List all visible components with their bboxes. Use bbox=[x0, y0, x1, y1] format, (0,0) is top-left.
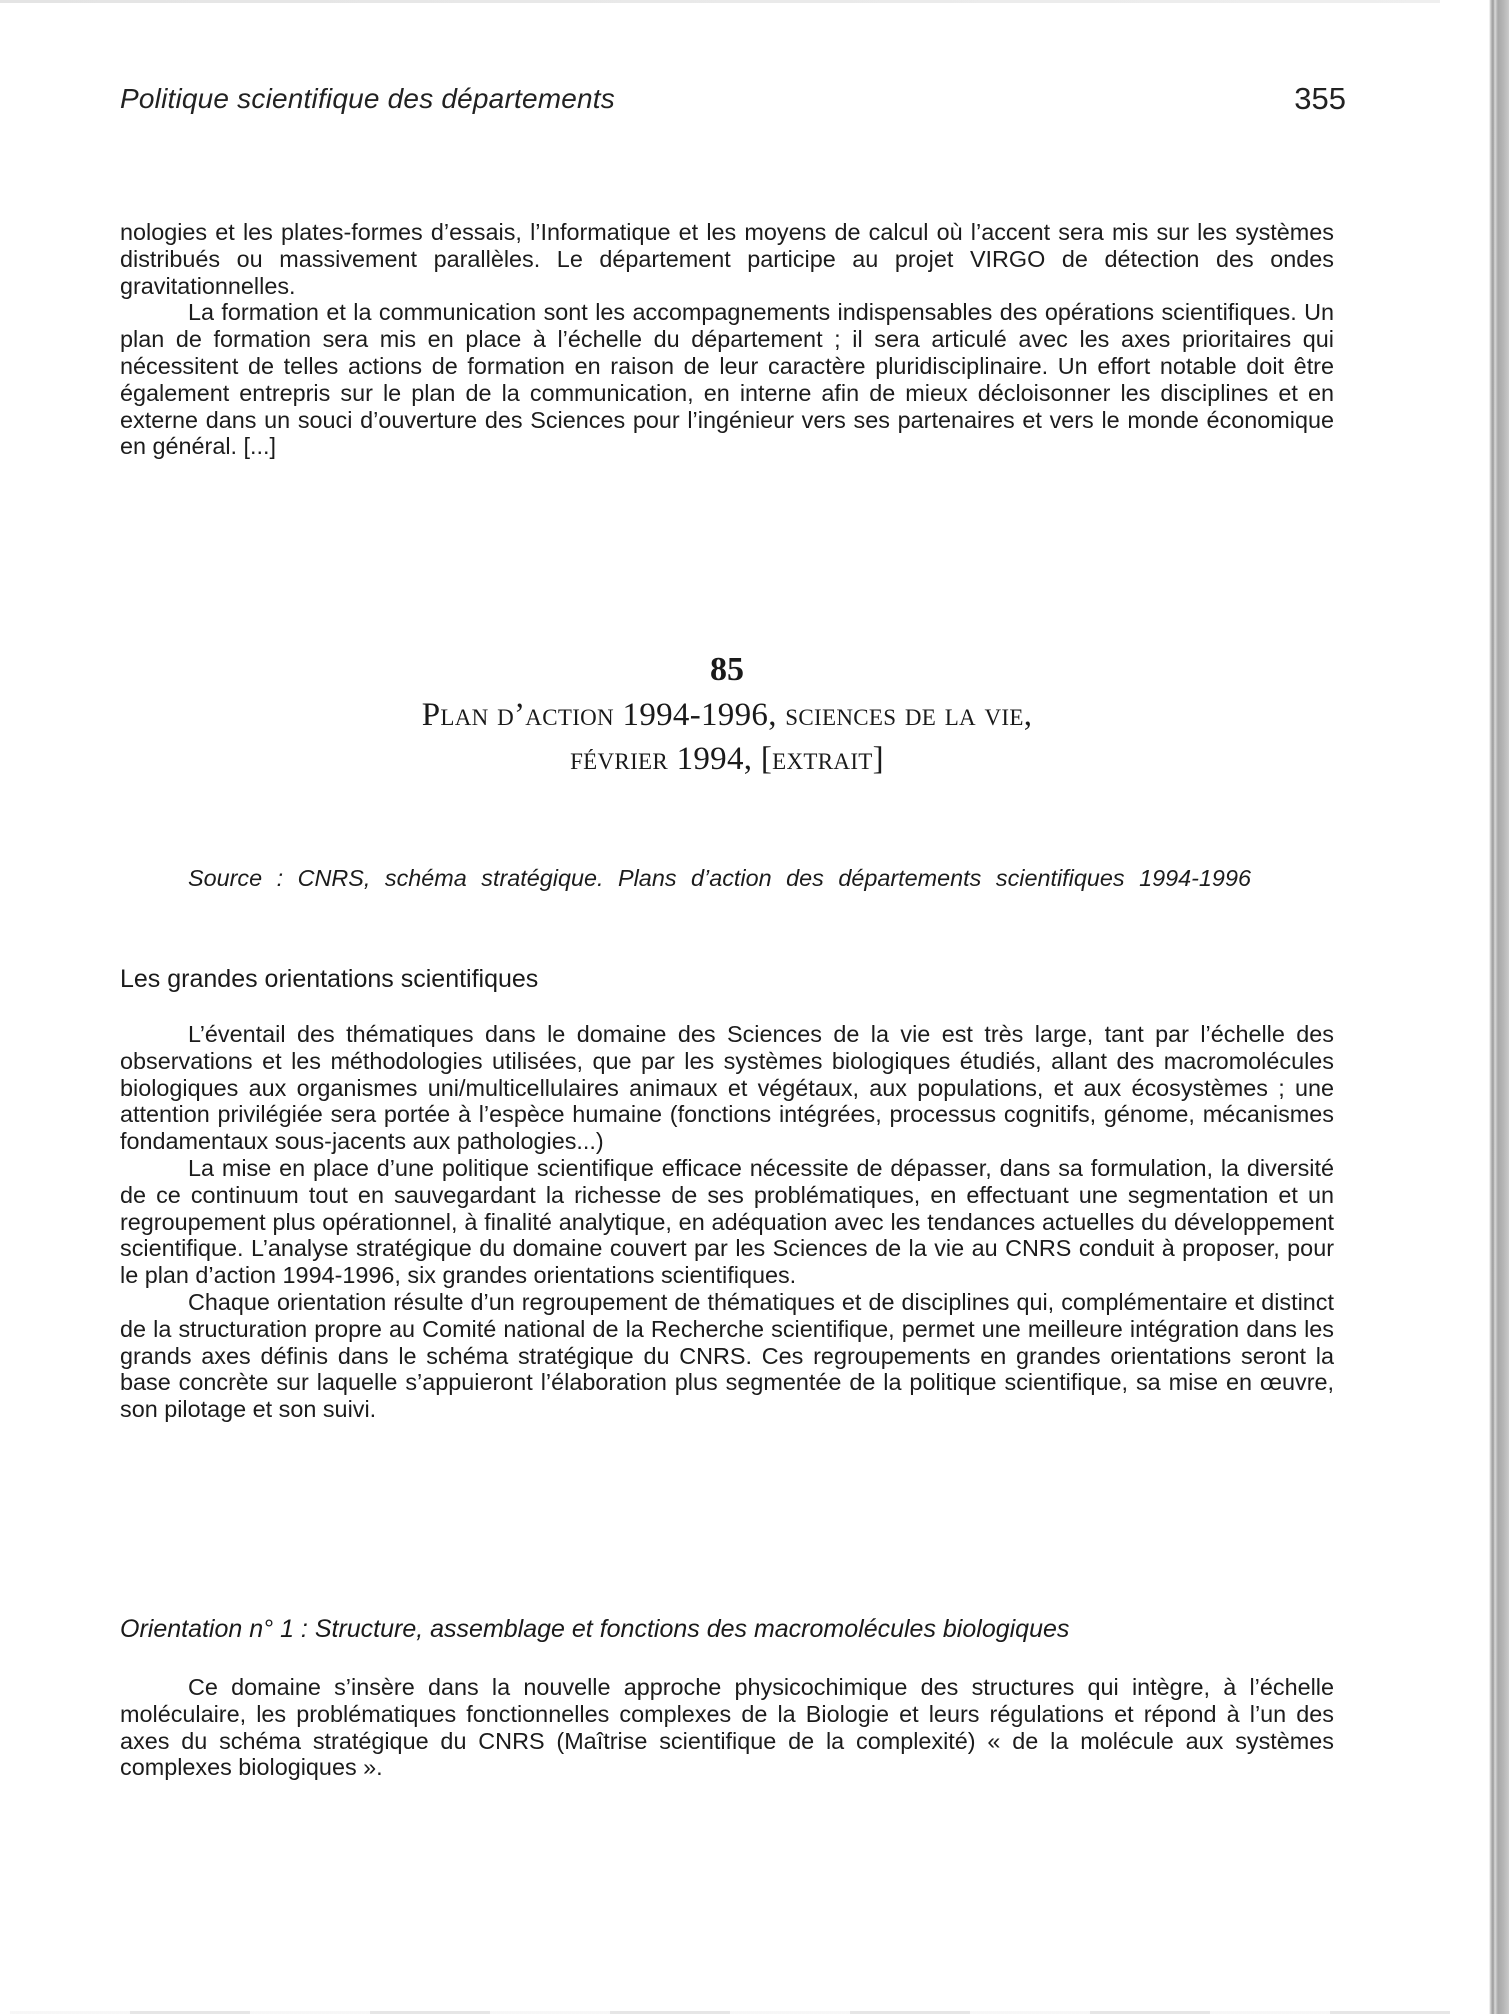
paragraph: nologies et les plates-formes d’essais, l’Informatique et les moyens de calcul où l’accent sera mis sur les systèmes distribués ou massivement parallèles. Le département participe au projet VIRGO de détection des ondes gravitationnelles. bbox=[120, 219, 1334, 299]
page-top-edge bbox=[0, 0, 1440, 3]
page-number: 355 bbox=[1294, 81, 1346, 116]
book-binding-edge bbox=[1489, 0, 1509, 2014]
section-body bbox=[120, 1021, 1334, 1423]
orientation-body bbox=[120, 1674, 1334, 1781]
running-header bbox=[120, 81, 1346, 123]
document-number: 85 bbox=[710, 651, 744, 688]
paragraph: Ce domaine s’insère dans la nouvelle approche physicochimique des structures qui intègre, à l’échelle moléculaire, les problématiques fonctionnelles complexes de la Biologie et leurs régulations et répond à l’un des axes du schéma stratégique du CNRS (Maîtrise scientifique de la complexité) « de la molécule aux systèmes complexes biologiques ». bbox=[120, 1674, 1334, 1781]
paragraph: La formation et la communication sont les accompagnements indispensables des opérations scientifiques. Un plan de formation sera mis en place à l’échelle du département ; il sera articulé avec les axes prioritaires qui nécessitent de telles actions de formation en raison de leur caractère pluridisciplinaire. Un effort notable doit être également entrepris sur le plan de la communication, en interne afin de mieux décloisonner les disciplines et en externe dans un souci d’ouverture des Sciences pour l’ingénieur vers ses partenaires et vers le monde économique en général. [...] bbox=[120, 299, 1334, 460]
document-title-line: Plan d’action 1994-1996, sciences de la vie, bbox=[421, 697, 1033, 733]
paragraph: Chaque orientation résulte d’un regroupement de thématiques et de disciplines qui, complémentaire et distinct de la structuration propre au Comité national de la Recherche scientifique, permet une meilleure intégration dans les grands axes définis dans le schéma stratégique du CNRS. Ces regroupements en grandes orientations seront la base concrète sur laquelle s’appuieront l’élaboration plus segmentée de la politique scientifique, sa mise en œuvre, son pilotage et son suivi. bbox=[120, 1288, 1334, 1423]
document-title bbox=[120, 693, 1334, 781]
running-title: Politique scientifique des départements bbox=[120, 83, 615, 114]
source-citation: Source : CNRS, schéma stratégique. Plans d’action des départements scientifiques 1994-1996 bbox=[188, 865, 1251, 892]
paragraph: La mise en place d’une politique scientifique efficace nécessite de dépasser, dans sa formulation, la diversité de ce continuum tout en sauvegardant la richesse de ses problématiques, en effectuant une segmentation et un regroupement plus opérationnel, à finalité analytique, en adéquation avec les tendances actuelles du développement scientifique. L’analyse stratégique du domaine couvert par les Sciences de la vie au CNRS conduit à proposer, pour le plan d’action 1994-1996, six grandes orientations scientifiques. bbox=[120, 1154, 1334, 1289]
paragraph: L’éventail des thématiques dans le domaine des Sciences de la vie est très large, tant par l’échelle des observations et les méthodologies utilisées, que par les systèmes biologiques étudiés, allant des macromolécules biologiques aux organismes uni/multicellulaires animaux et végétaux, aux populations, et aux écosystèmes ; une attention privilégiée sera portée à l’espèce humaine (fonctions intégrées, processus cognitifs, génome, mécanismes fondamentaux sous-jacents aux pathologies...) bbox=[120, 1021, 1334, 1155]
orientation-heading: Orientation n° 1 : Structure, assemblage et fonctions des macromolécules biologiques bbox=[120, 1615, 1070, 1643]
document-title-line: février 1994, [extrait] bbox=[570, 741, 884, 777]
section-heading: Les grandes orientations scientifiques bbox=[120, 965, 539, 993]
continuation-text bbox=[120, 219, 1334, 460]
